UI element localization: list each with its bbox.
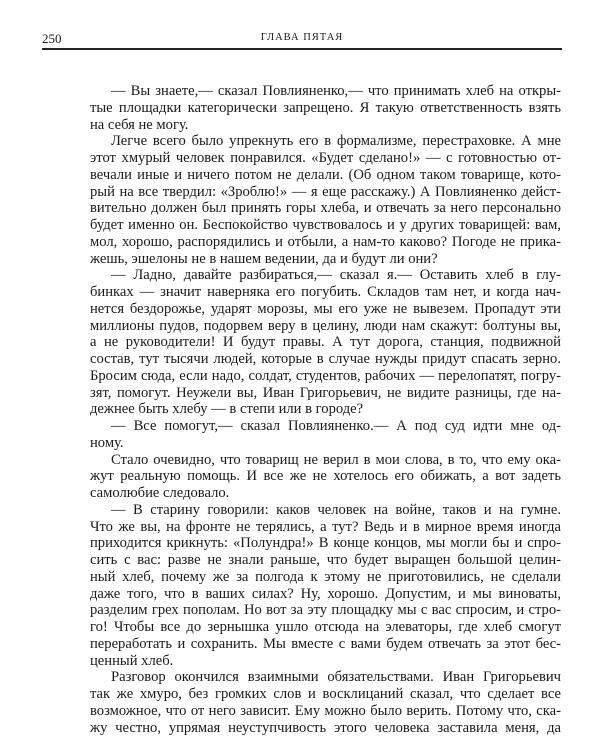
body-text [90, 83, 561, 736]
text-line: Что же вы, на фронте не терялись, а тут? Ведь и в мирное время иногда [90, 518, 561, 535]
text-line: жу честно, упрямая неуступчивость этого человека заставила меня, да [90, 719, 561, 736]
text-line: этот хмурый человек понравился. «Будет сделано!» — с готовностью от- [90, 150, 561, 166]
text-line: разделим грех пополам. Но вот за эту площадку мы с вас спросим, и стро- [90, 602, 561, 619]
text-line: бинках — значит наверняка его погубить. Складов там нет, и когда нач- [90, 284, 561, 300]
text-line: Разговор окончился взаимными обязательствами. Иван Григорьевич [111, 669, 561, 686]
text-line: тые площадки категорически запрещено. Я такую ответственность взять [90, 99, 561, 116]
text-line: — В старину говорили: каков человек на войне, таков и на гумне. [111, 501, 561, 518]
text-line: вительно должен был принять горы хлеба, и отвечать за него персонально [90, 200, 561, 217]
text-line: приходится крикнуть: «Полундра!» В конце концов, мы могли бы и спро- [90, 535, 561, 552]
text-line: вечали иные и ничего потом не делали. (Об одном таком товарище, кото- [90, 166, 561, 183]
text-line: а не руководители! И будут правы. А тут дорога, станция, подвижной [90, 334, 561, 351]
text-line: состав, тут тысячи людей, которые в случае нужды придут спасать зерно. [90, 351, 561, 367]
page-number: 250 [42, 31, 62, 46]
text-line: — Вы знаете,— сказал Повлияненко,— что принимать хлеб на откры- [111, 83, 561, 99]
text-line: го! Чтобы все до зернышка ушло отсюда на элеваторы, где хлеб смогут [90, 619, 561, 635]
text-line: Легче всего было упрекнуть его в формализме, перестраховке. А мне [111, 133, 561, 150]
text-line: ценный хлеб. [90, 652, 174, 669]
text-line: переработать и сохранить. Мы вместе с вами будем отвечать за этот бес- [90, 635, 561, 652]
running-head: ГЛАВА ПЯТАЯ [260, 32, 344, 43]
text-line: Стало очевидно, что товарищ не верил в мои слова, в то, что ему ока- [111, 451, 561, 468]
text-line: возможное, что от него зависит. Ему можно было верить. Потому что, ска- [90, 702, 561, 719]
text-line: жут реальную помощь. И все же не хотелось его обижать, а вот задеть [90, 468, 561, 485]
text-line: рый на все твердил: «Зроблю!» — я еще расскажу.) А Повлияненко дейст- [90, 183, 561, 200]
text-line: зят, помогут. Неужели вы, Иван Григорьевич, не видите разницы, где на- [90, 384, 561, 401]
text-line: мол, хорошо, распорядились и отбыли, а нам-то каково? Погоде не прика- [90, 233, 561, 250]
text-line: ный хлеб, почему же за полгода к этому не приготовились, не сделали [90, 568, 561, 585]
text-line: миллионы пудов, подорвем веру в целину, люди нам скажут: болтуны вы, [90, 317, 561, 334]
text-line: дежнее быть хлебу — в степи или в городе? [90, 401, 364, 418]
text-line: ному. [90, 434, 124, 451]
text-line: Бросим сюда, если надо, солдат, студентов, рабочих — перелопатят, погру- [90, 367, 561, 384]
text-line: на себя не могу. [90, 116, 189, 133]
text-line: самолюбие следовало. [90, 485, 230, 501]
text-line: нется бездорожье, ударят морозы, мы его уже не вывезем. Пропадут эти [90, 300, 561, 317]
header-rule [42, 48, 562, 50]
text-line: так же хмуро, без громких слов и восклицаний сказал, что сделает все [90, 686, 561, 702]
text-line: будет именно он. Беспокойство чувствовалось и у других товарищей: вам, [90, 217, 561, 233]
text-line: жешь, эшелоны не в нашем ведении, да и будут ли они? [90, 250, 438, 267]
text-line: даже того, что в ваших силах? Ну, хорошо. Допустим, и мы виноваты, [90, 585, 561, 602]
text-line: — Ладно, давайте разбираться,— сказал я.— Оставить хлеб в глу- [111, 267, 561, 284]
text-line: — Все помогут,— сказал Повлияненко.— А под суд идти мне од- [111, 418, 561, 434]
text-line: сить с вас: разве не знали раньше, что будет выращен большой целин- [90, 552, 561, 568]
